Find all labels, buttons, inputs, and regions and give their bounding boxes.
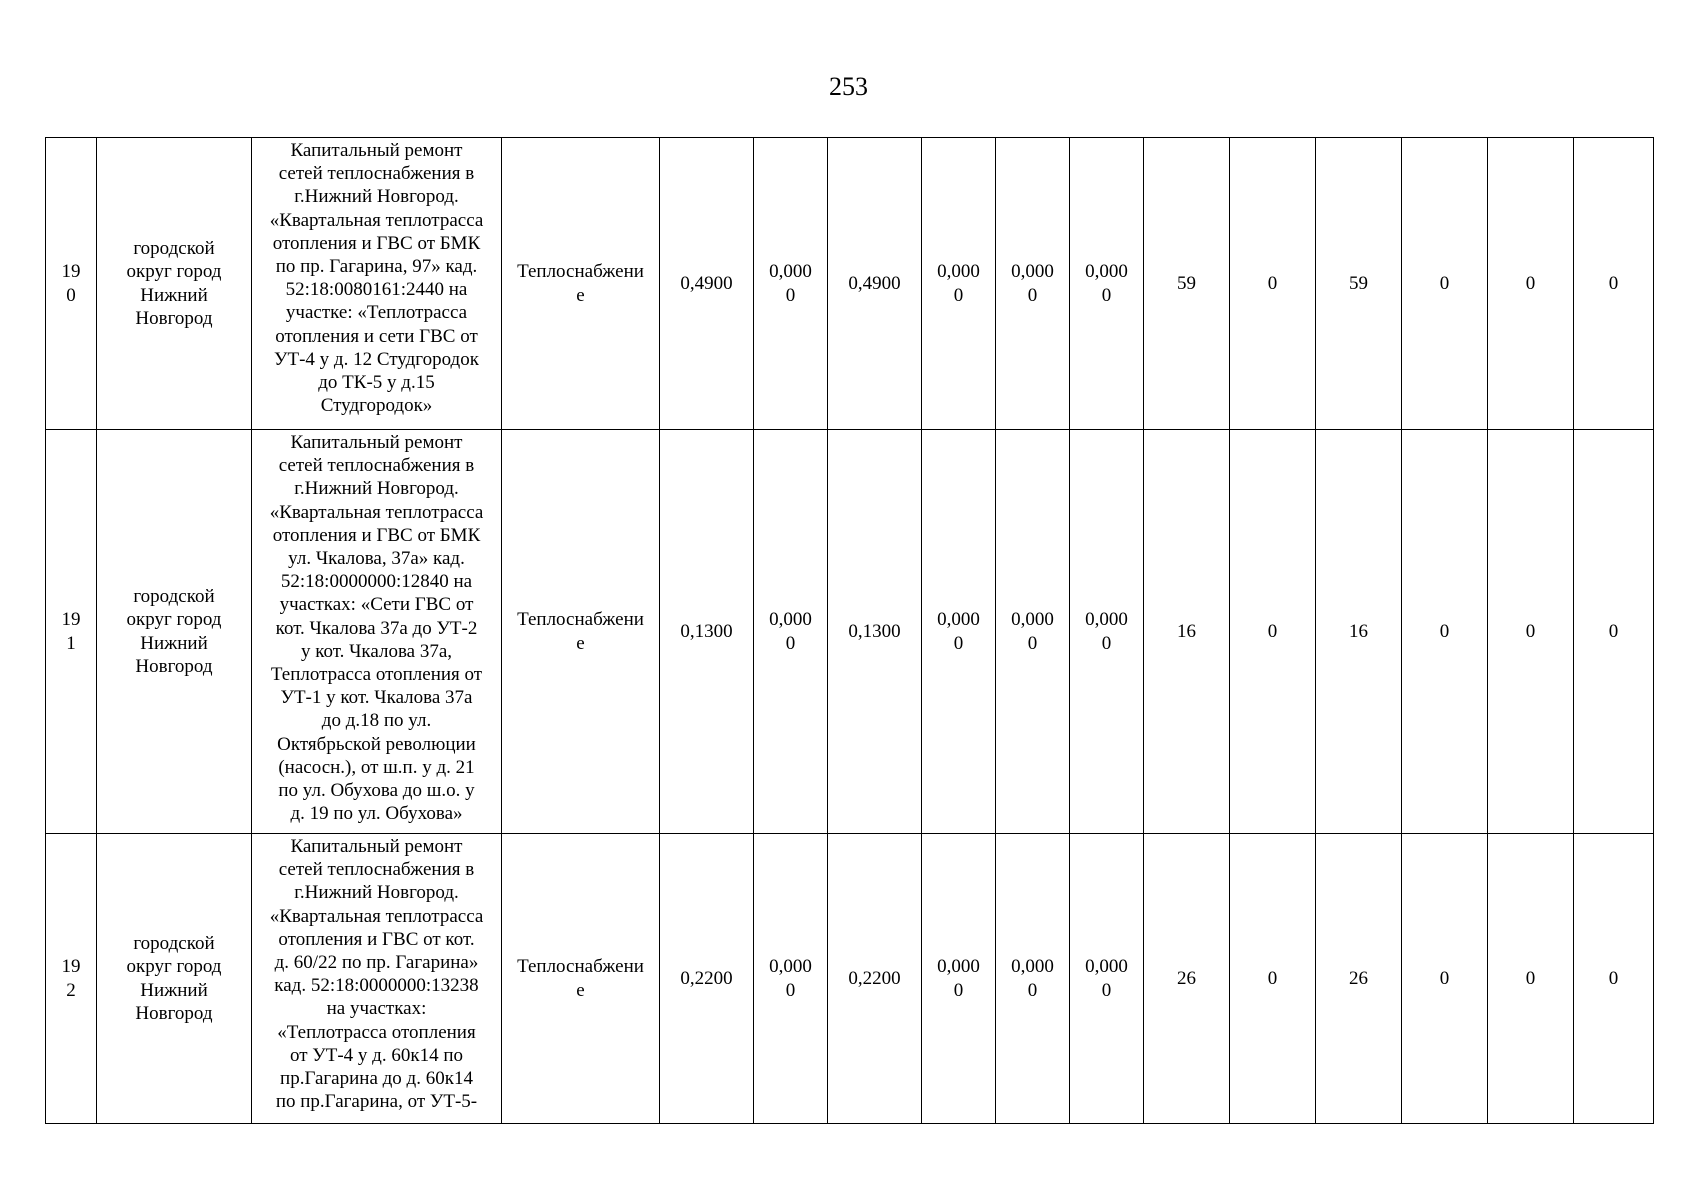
value-cell: 0 (1402, 834, 1488, 1124)
data-table (45, 137, 1654, 1124)
value-cell: 0,4900 (660, 138, 754, 430)
value-cell: 0,000 0 (754, 138, 828, 430)
value-cell: 0 (1230, 430, 1316, 834)
row-number: 19 2 (46, 834, 97, 1124)
value-cell: 0 (1230, 834, 1316, 1124)
value-cell: 0 (1488, 430, 1574, 834)
type-cell: Теплоснабжени е (502, 138, 660, 430)
value-cell: 0,2200 (660, 834, 754, 1124)
territory-cell: городской округ город Нижний Новгород (97, 138, 252, 430)
table-row (46, 138, 1654, 430)
row-number: 19 0 (46, 138, 97, 430)
type-cell: Теплоснабжени е (502, 430, 660, 834)
value-cell: 0,000 0 (996, 834, 1070, 1124)
value-cell: 0 (1488, 834, 1574, 1124)
value-cell: 0 (1488, 138, 1574, 430)
territory-cell: городской округ город Нижний Новгород (97, 430, 252, 834)
value-cell: 0 (1574, 138, 1654, 430)
value-cell: 0,000 0 (754, 430, 828, 834)
value-cell: 16 (1144, 430, 1230, 834)
value-cell: 0,000 0 (922, 430, 996, 834)
value-cell: 0 (1402, 430, 1488, 834)
value-cell: 0 (1574, 834, 1654, 1124)
type-cell: Теплоснабжени е (502, 834, 660, 1124)
value-cell: 0,1300 (828, 430, 922, 834)
value-cell: 0,000 0 (754, 834, 828, 1124)
value-cell: 0,1300 (660, 430, 754, 834)
description-cell: Капитальный ремонт сетей теплоснабжения в г.Нижний Новгород. «Квартальная теплотрасса отопления и ГВС от кот. д. 60/22 по пр. Гагарина» кад. 52:18:0000000:13238 на участках: «Теплотрасса отопления от УТ-4 у д. 60к14 по пр.Гагарина до д. 60к14 по пр.Гагарина, от УТ-5- (252, 834, 502, 1124)
value-cell: 0,000 0 (1070, 834, 1144, 1124)
table-row (46, 430, 1654, 834)
value-cell: 0 (1230, 138, 1316, 430)
row-number: 19 1 (46, 430, 97, 834)
territory-cell: городской округ город Нижний Новгород (97, 834, 252, 1124)
value-cell: 26 (1144, 834, 1230, 1124)
page-number: 253 (829, 72, 868, 101)
value-cell: 0,000 0 (922, 834, 996, 1124)
description-cell: Капитальный ремонт сетей теплоснабжения в г.Нижний Новгород. «Квартальная теплотрасса отопления и ГВС от БМК ул. Чкалова, 37а» кад. 52:18:0000000:12840 на участках: «Сети ГВС от кот. Чкалова 37а до УТ-2 у кот. Чкалова 37а, Теплотрасса отопления от УТ-1 у кот. Чкалова 37а до д.18 по ул. Октябрьской революции (насосн.), от ш.п. у д. 21 по ул. Обухова до ш.о. у д. 19 по ул. Обухова» (252, 430, 502, 834)
value-cell: 26 (1316, 834, 1402, 1124)
value-cell: 0 (1574, 430, 1654, 834)
value-cell: 0,000 0 (922, 138, 996, 430)
value-cell: 0,000 0 (1070, 430, 1144, 834)
value-cell: 59 (1316, 138, 1402, 430)
value-cell: 0,000 0 (996, 138, 1070, 430)
value-cell: 0 (1402, 138, 1488, 430)
value-cell: 59 (1144, 138, 1230, 430)
table-row (46, 834, 1654, 1124)
value-cell: 0,4900 (828, 138, 922, 430)
value-cell: 0,000 0 (1070, 138, 1144, 430)
value-cell: 0,2200 (828, 834, 922, 1124)
description-cell: Капитальный ремонт сетей теплоснабжения в г.Нижний Новгород. «Квартальная теплотрасса отопления и ГВС от БМК по пр. Гагарина, 97» кад. 52:18:0080161:2440 на участке: «Теплотрасса отопления и сети ГВС от УТ-4 у д. 12 Студгородок до ТК-5 у д.15 Студгородок» (252, 138, 502, 430)
value-cell: 16 (1316, 430, 1402, 834)
value-cell: 0,000 0 (996, 430, 1070, 834)
